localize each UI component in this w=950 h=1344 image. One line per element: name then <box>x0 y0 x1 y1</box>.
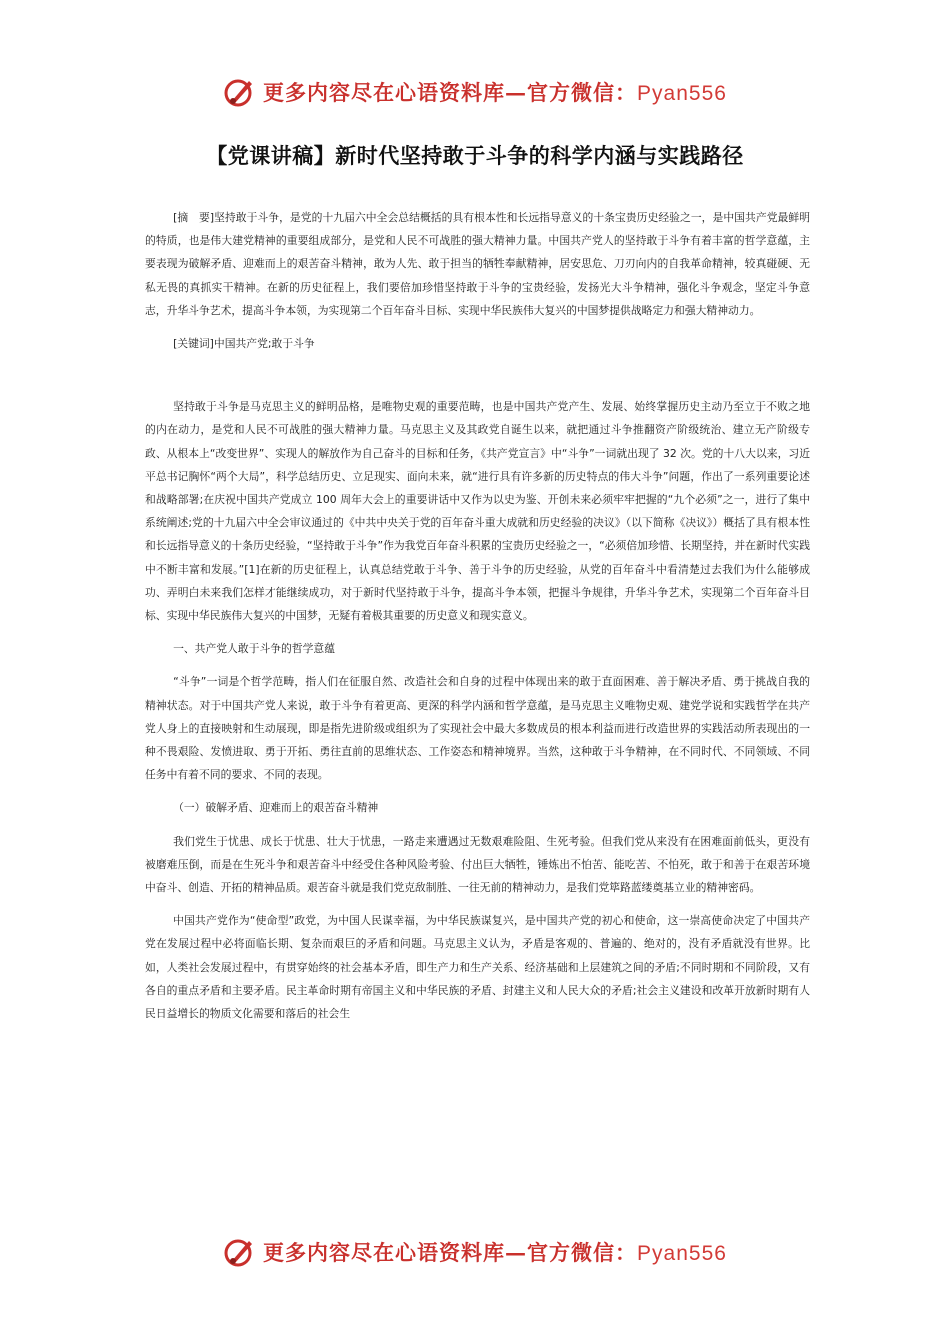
abstract: [摘 要]坚持敢于斗争，是党的十九届六中全会总结概括的具有根本性和长远指导意义的十条宝贵历史经验之一，是中国共产党最鲜明的特质，也是伟大建党精神的重要组成部分，是党和人民不可战胜的强大精神力量。中国共产党人的坚持敢于斗争有着丰富的哲学意蕴，主要表现为破解矛盾、迎难而上的艰苦奋斗精神，敢为人先、敢于担当的牺牲奉献精神，居安思危、刀刃向内的自我革命精神，较真碰硬、无私无畏的真抓实干精神。在新的历史征程上，我们要倍加珍惜坚持敢于斗争的宝贵经验，发扬光大斗争精神，强化斗争观念，坚定斗争意志，升华斗争艺术，提高斗争本领，为实现第二个百年奋斗目标、实现中华民族伟大复兴的中国梦提供战略定力和强大精神动力。 <box>145 211 810 317</box>
page-title: 【党课讲稿】新时代坚持敢于斗争的科学内涵与实践路径 <box>206 144 744 168</box>
brush-logo-icon <box>223 1235 257 1269</box>
watermark-text: 更多内容尽在心语资料库—官方微信：Pyan556 <box>263 80 727 105</box>
watermark-banner-bottom <box>0 1232 950 1272</box>
subsection-heading: （一）破解矛盾、迎难而上的艰苦奋斗精神 <box>173 801 379 815</box>
keywords: [关键词]中国共产党;敢于斗争 <box>173 337 315 351</box>
paragraph: 中国共产党作为“使命型”政党，为中国人民谋幸福，为中华民族谋复兴，是中国共产党的初心和使命，这一崇高使命决定了中国共产党在发展过程中必将面临长期、复杂而艰巨的矛盾和问题。马克思主义认为，矛盾是客观的、普遍的、绝对的，没有矛盾就没有世界。比如，人类社会发展过程中，有贯穿始终的社会基本矛盾，即生产力和生产关系、经济基础和上层建筑之间的矛盾;不同时期和不同阶段，又有各自的重点矛盾和主要矛盾。民主革命时期有帝国主义和中华民族的矛盾、封建主义和人民大众的矛盾;社会主义建设和改革开放新时期有人民日益增长的物质文化需要和落后的社会生 <box>145 914 810 1021</box>
paragraph: 坚持敢于斗争是马克思主义的鲜明品格，是唯物史观的重要范畴，也是中国共产党产生、发展、始终掌握历史主动乃至立于不败之地的内在动力，是党和人民不可战胜的强大精神力量。马克思主义及其政党自诞生以来，就把通过斗争推翻资产阶级统治、建立无产阶级专政、从根本上“改变世界”、实现人的解放作为自己奋斗的目标和任务，《共产党宣言》中“斗争”一词就出现了 32 次。党的十八大以来，习近平总书记胸怀“两个大局”，科学总结历史、立足现实、面向未来，就“进行具有许多新的历史特点的伟大斗争”问题，作出了一系列重要论述和战略部署;在庆祝中国共产党成立 100 周年大会上的重要讲话中又作为以史为鉴、开创未来必须牢牢把握的“九个必须”之一，进行了集中系统阐述;党的十九届六中全会审议通过的《中共中央关于党的百年奋斗重大成就和历史经验的决议》（以下简称《决议》）概括了具有根本性和长远指导意义的十条历史经验，“坚持敢于斗争”作为我党百年奋斗积累的宝贵历史经验之一，“必须倍加珍惜、长期坚持，并在新时代实践中不断丰富和发展。”[1]在新的历史征程上，认真总结党敢于斗争、善于斗争的历史经验，从党的百年奋斗中看清楚过去我们为什么能够成功、弄明白未来我们怎样才能继续成功，对于新时代坚持敢于斗争，提高斗争本领，把握斗争规律，升华斗争艺术，实现第二个百年奋斗目标、实现中华民族伟大复兴的中国梦，无疑有着极其重要的历史意义和现实意义。 <box>145 400 810 623</box>
brush-logo-icon <box>223 75 257 109</box>
watermark-text: 更多内容尽在心语资料库—官方微信：Pyan556 <box>263 1240 727 1265</box>
section-heading: 一、共产党人敢于斗争的哲学意蕴 <box>173 642 336 656</box>
wechat-id: Pyan556 <box>637 82 727 105</box>
document-body <box>145 206 810 1035</box>
paragraph: “斗争”一词是个哲学范畴，指人们在征服自然、改造社会和自身的过程中体现出来的敢于直面困难、善于解决矛盾、勇于挑战自我的精神状态。对于中国共产党人来说，敢于斗争有着更高、更深的科学内涵和哲学意蕴，是马克思主义唯物史观、建党学说和实践哲学在共产党人身上的直接映射和生动展现，即是指先进阶级或组织为了实现社会中最大多数成员的根本利益而进行改造世界的实践活动所表现出的一种不畏艰险、发愤进取、勇于开拓、勇往直前的思维状态、工作姿态和精神境界。当然，这种敢于斗争精神，在不同时代、不同领域、不同任务中有着不同的要求、不同的表现。 <box>145 675 810 782</box>
watermark-banner-top <box>0 72 950 112</box>
wechat-id: Pyan556 <box>637 1242 727 1265</box>
paragraph: 我们党生于忧患、成长于忧患、壮大于忧患，一路走来遭遇过无数艰难险阻、生死考验。但我们党从来没有在困难面前低头，更没有被磨难压倒，而是在生死斗争和艰苦奋斗中经受住各种风险考验、付出巨大牺牲，锤炼出不怕苦、能吃苦、不怕死，敢于和善于在艰苦环境中奋斗、创造、开拓的精神品质。艰苦奋斗就是我们党克敌制胜、一往无前的精神动力，是我们党筚路蓝缕奠基立业的精神密码。 <box>145 834 810 895</box>
